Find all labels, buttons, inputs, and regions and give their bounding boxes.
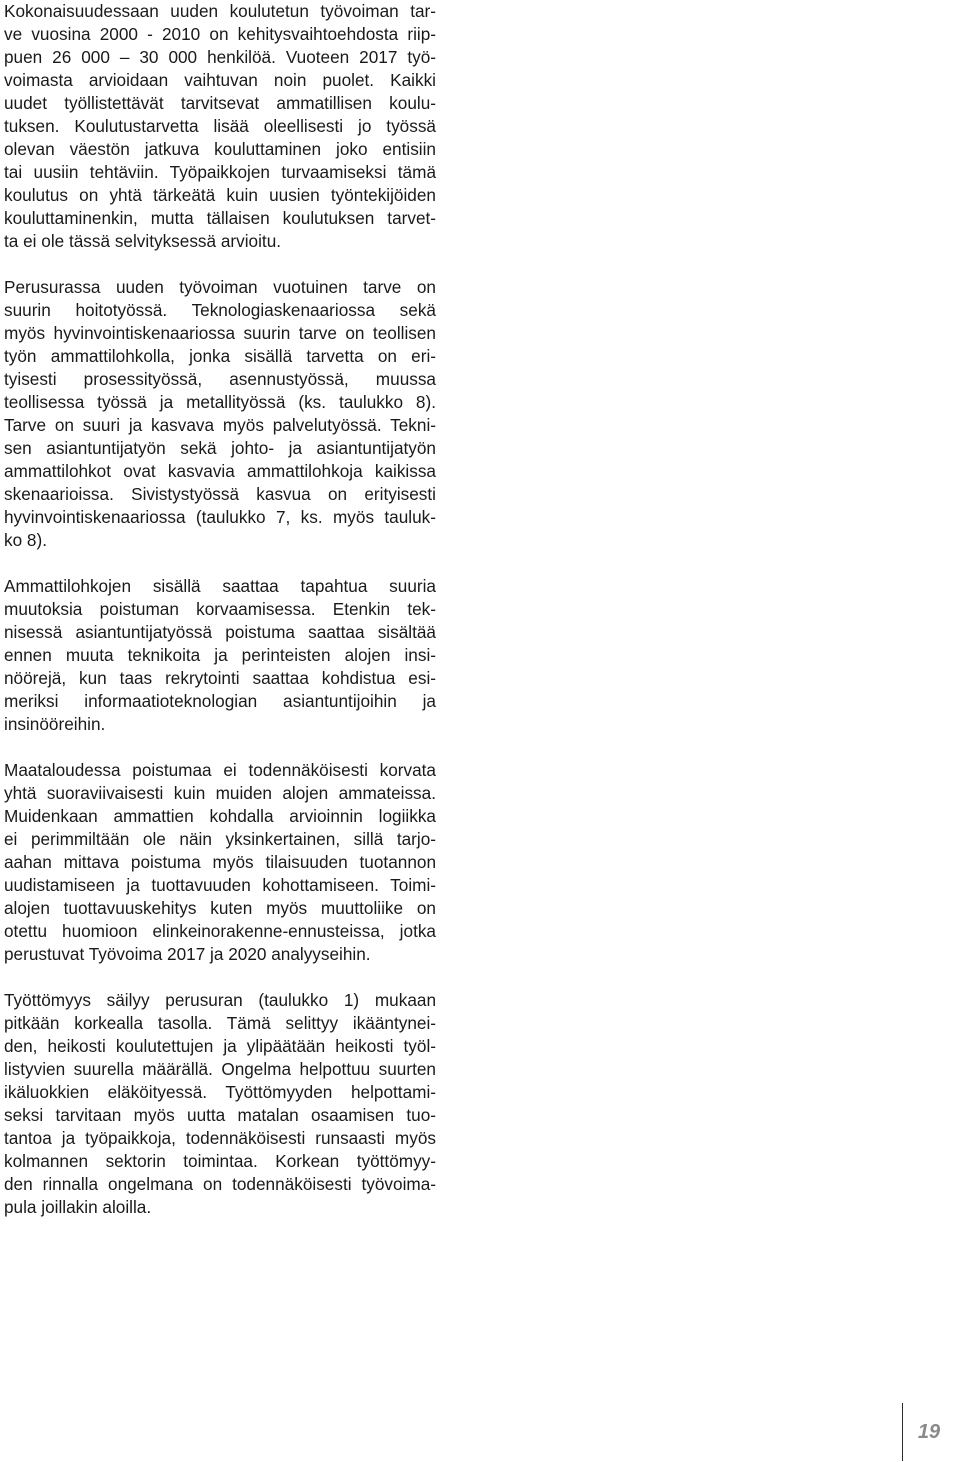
- text-line: ei perimmiltään ole näin yksinkertainen, sillä tarjo-: [4, 829, 436, 849]
- text-line: Työttömyys säilyy perusuran (taulukko 1) mukaan: [4, 990, 436, 1010]
- text-line: työn ammattilohkolla, jonka sisällä tarvetta on eri-: [4, 346, 436, 366]
- page-number: 19: [917, 1421, 941, 1443]
- body-text-column: [4, 0, 436, 1242]
- text-line: listyvien suurella määrällä. Ongelma helpottuu suurten: [4, 1059, 436, 1079]
- text-line: suurin hoitotyössä. Teknologiaskenaariossa sekä: [4, 300, 436, 320]
- paragraph: [4, 989, 436, 1219]
- paragraph: [4, 575, 436, 736]
- text-line: pitkään korkealla tasolla. Tämä selittyy ikääntynei-: [4, 1013, 436, 1033]
- text-line: tantoa ja työpaikkoja, todennäköisesti runsaasti myös: [4, 1128, 436, 1148]
- text-line: Kokonaisuudessaan uuden koulutetun työvoiman tar-: [4, 1, 436, 21]
- text-line: Tarve on suuri ja kasvava myös palvelutyössä. Tekni-: [4, 415, 436, 435]
- page-number-box: [902, 1403, 960, 1461]
- text-line: muutoksia poistuman korvaamisessa. Etenkin tek-: [4, 599, 436, 619]
- text-line: aahan mittava poistuma myös tilaisuuden tuotannon: [4, 852, 436, 872]
- text-line: alojen tuottavuuskehitys kuten myös muuttoliike on: [4, 898, 436, 918]
- text-line: ve vuosina 2000 - 2010 on kehitysvaihtoehdosta riip-: [4, 24, 436, 44]
- text-line: ko 8).: [4, 530, 47, 550]
- text-line: tai uusiin tehtäviin. Työpaikkojen turvaamiseksi tämä: [4, 162, 436, 182]
- text-line: hyvinvointiskenaariossa (taulukko 7, ks. myös tauluk-: [4, 507, 436, 527]
- text-line: voimasta arvioidaan vaihtuvan noin puolet. Kaikki: [4, 70, 436, 90]
- text-line: den rinnalla ongelmana on todennäköisesti työvoima-: [4, 1174, 436, 1194]
- text-line: meriksi informaatioteknologian asiantuntijoihin ja: [4, 691, 436, 711]
- text-line: nöörejä, kun taas rekrytointi saattaa kohdistua esi-: [4, 668, 436, 688]
- text-line: uudet työllistettävät tarvitsevat ammatillisen koulu-: [4, 93, 436, 113]
- text-line: den, heikosti koulutettujen ja ylipäätään heikosti työl-: [4, 1036, 436, 1056]
- paragraph: [4, 276, 436, 552]
- text-line: olevan väestön jatkuva kouluttaminen joko entisiin: [4, 139, 436, 159]
- text-line: Maataloudessa poistumaa ei todennäköisesti korvata: [4, 760, 436, 780]
- text-line: uudistamiseen ja tuottavuuden kohottamiseen. Toimi-: [4, 875, 436, 895]
- text-line: koulutus on yhtä tärkeätä kuin uusien työntekijöiden: [4, 185, 436, 205]
- text-line: nisessä asiantuntijatyössä poistuma saattaa sisältää: [4, 622, 436, 642]
- text-line: tyisesti prosessityössä, asennustyössä, muussa: [4, 369, 436, 389]
- text-line: Ammattilohkojen sisällä saattaa tapahtua suuria: [4, 576, 436, 596]
- text-line: seksi tarvitaan myös uutta matalan osaamisen tuo-: [4, 1105, 436, 1125]
- text-line: tuksen. Koulutustarvetta lisää oleellisesti jo työssä: [4, 116, 436, 136]
- text-line: kolmannen sektorin toimintaa. Korkean työttömyy-: [4, 1151, 436, 1171]
- text-line: skenaarioissa. Sivistystyössä kasvua on erityisesti: [4, 484, 436, 504]
- text-line: Perusurassa uuden työvoiman vuotuinen tarve on: [4, 277, 436, 297]
- text-line: perustuvat Työvoima 2017 ja 2020 analyyseihin.: [4, 944, 371, 964]
- text-line: ta ei ole tässä selvityksessä arvioitu.: [4, 231, 282, 251]
- paragraph: [4, 0, 436, 253]
- text-line: sen asiantuntijatyön sekä johto- ja asiantuntijatyön: [4, 438, 436, 458]
- text-line: Muidenkaan ammattien kohdalla arvioinnin logiikka: [4, 806, 436, 826]
- text-line: yhtä suoraviivaisesti kuin muiden alojen ammateissa.: [4, 783, 436, 803]
- text-line: pula joillakin aloilla.: [4, 1197, 152, 1217]
- text-line: otettu huomioon elinkeinorakenne-ennusteissa, jotka: [4, 921, 436, 941]
- text-line: insinööreihin.: [4, 714, 106, 734]
- text-line: ikäluokkien eläköityessä. Työttömyyden helpottami-: [4, 1082, 436, 1102]
- text-line: ammattilohkot ovat kasvavia ammattilohkoja kaikissa: [4, 461, 436, 481]
- text-line: kouluttaminenkin, mutta tällaisen koulutuksen tarvet-: [4, 208, 436, 228]
- paragraph: [4, 759, 436, 966]
- text-line: ennen muuta teknikoita ja perinteisten alojen insi-: [4, 645, 436, 665]
- text-line: teollisessa työssä ja metallityössä (ks. taulukko 8).: [4, 392, 436, 412]
- text-line: puen 26 000 – 30 000 henkilöä. Vuoteen 2017 työ-: [4, 47, 436, 67]
- text-line: myös hyvinvointiskenaariossa suurin tarve on teollisen: [4, 323, 436, 343]
